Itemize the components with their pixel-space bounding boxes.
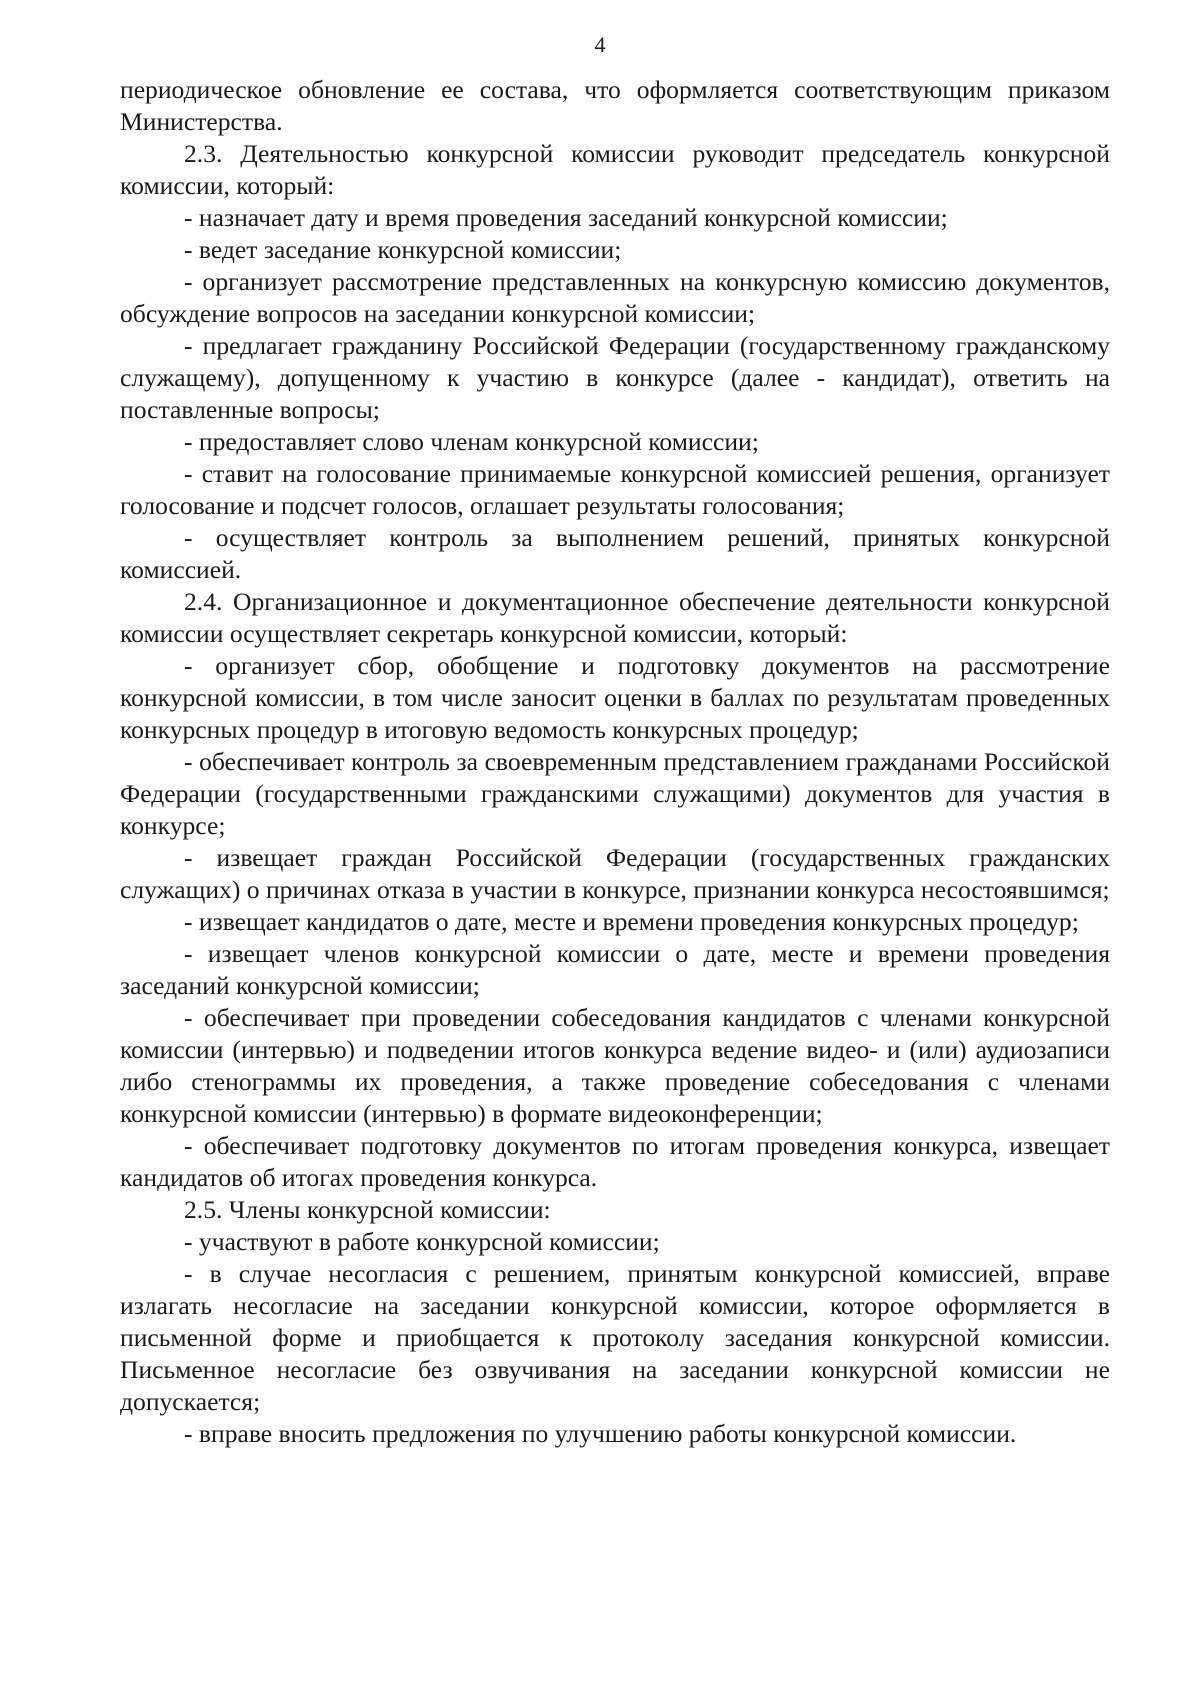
section-2-3-paragraph: 2.3. Деятельностью конкурсной комиссии руководит председатель конкурсной комиссии, который: — [120, 139, 1110, 200]
list-item: - осуществляет контроль за выполнением решений, принятых конкурсной комиссией. — [120, 523, 1110, 584]
list-item: - обеспечивает при проведении собеседования кандидатов с членами конкурсной комиссии (интервью) и подведении итогов конкурса ведение видео- и (или) аудиозаписи либо стенограммы их проведения, а также проведение собеседования с членами конкурсной комиссии (интервью) в формате видеоконференции; — [120, 1003, 1110, 1128]
list-item: - предлагает гражданину Российской Федерации (государственному гражданскому служащему), допущенному к участию в конкурсе (далее - кандидат), ответить на поставленные вопросы; — [120, 331, 1110, 424]
list-item: - обеспечивает подготовку документов по итогам проведения конкурса, извещает кандидатов об итогах проведения конкурса. — [120, 1131, 1110, 1192]
section-2-4-paragraph: 2.4. Организационное и документационное обеспечение деятельности конкурсной комиссии осуществляет секретарь конкурсной комиссии, который: — [120, 587, 1110, 648]
list-item: - извещает граждан Российской Федерации (государственных гражданских служащих) о причинах отказа в участии в конкурсе, признании конкурса несостоявшимся; — [120, 843, 1110, 904]
list-item: - назначает дату и время проведения заседаний конкурсной комиссии; — [184, 203, 948, 232]
list-item: - участвуют в работе конкурсной комиссии; — [184, 1227, 660, 1256]
list-item: - извещает кандидатов о дате, месте и времени проведения конкурсных процедур; — [184, 907, 1079, 936]
list-item: - вправе вносить предложения по улучшению работы конкурсной комиссии. — [184, 1419, 1017, 1448]
list-item: - извещает членов конкурсной комиссии о дате, месте и времени проведения заседаний конкурсной комиссии; — [120, 939, 1110, 1000]
document-body — [120, 74, 1110, 1450]
paragraph-continuation: периодическое обновление ее состава, что оформляется соответствующим приказом Министерства. — [120, 75, 1110, 136]
section-2-5-paragraph: 2.5. Члены конкурсной комиссии: — [184, 1195, 551, 1224]
list-item: - ведет заседание конкурсной комиссии; — [184, 235, 622, 264]
list-item: - в случае несогласия с решением, принятым конкурсной комиссией, вправе излагать несогласие на заседании конкурсной комиссии, которое оформляется в письменной форме и приобщается к протоколу заседания конкурсной комиссии. Письменное несогласие без озвучивания на заседании конкурсной комиссии не допускается; — [120, 1259, 1110, 1416]
list-item: - организует сбор, обобщение и подготовку документов на рассмотрение конкурсной комиссии, в том числе заносит оценки в баллах по результатам проведенных конкурсных процедур в итоговую ведомость конкурсных процедур; — [120, 651, 1110, 744]
list-item: - организует рассмотрение представленных на конкурсную комиссию документов, обсуждение вопросов на заседании конкурсной комиссии; — [120, 267, 1110, 328]
list-item: - ставит на голосование принимаемые конкурсной комиссией решения, организует голосование и подсчет голосов, оглашает результаты голосования; — [120, 459, 1110, 520]
list-item: - обеспечивает контроль за своевременным представлением гражданами Российской Федерации (государственными гражданскими служащими) документов для участия в конкурсе; — [120, 747, 1110, 840]
page-number: 4 — [594, 32, 606, 57]
list-item: - предоставляет слово членам конкурсной комиссии; — [184, 427, 759, 456]
